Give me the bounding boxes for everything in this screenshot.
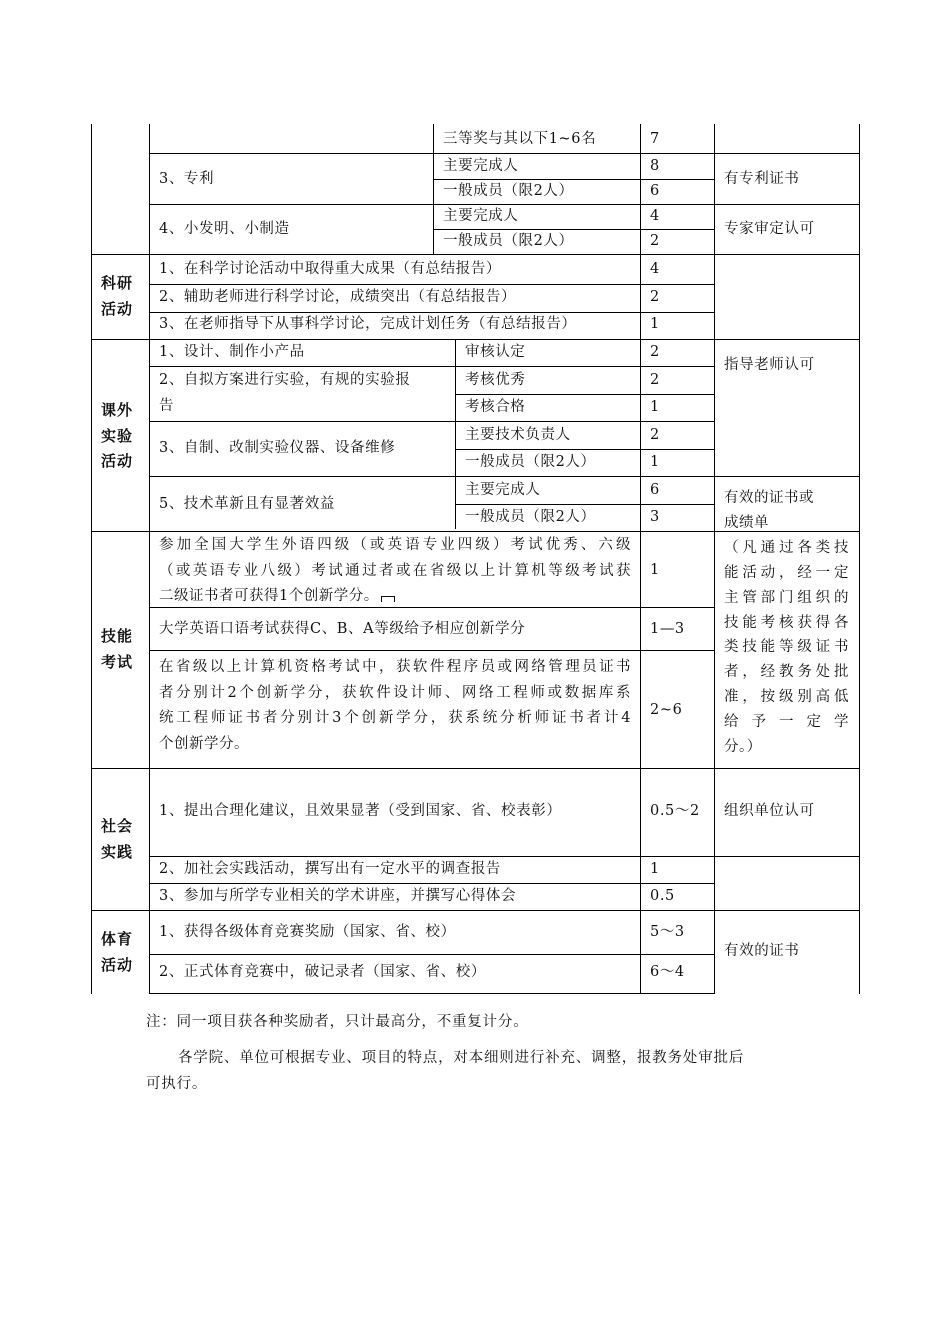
experiment-score-5b: 3 <box>650 509 660 525</box>
sports-score-1: 5～3 <box>650 924 685 940</box>
experiment-item-3: 3、自制、改制实验仪器、设备维修 <box>159 440 396 456</box>
skills-basis-line10: 给 予 一 定 学 <box>724 714 849 731</box>
invention-member: 一般成员（限2人） <box>443 233 574 249</box>
sports-basis: 有效的证书 <box>724 943 800 959</box>
research-score-3: 1 <box>650 316 660 332</box>
patent-main: 主要完成人 <box>443 158 519 174</box>
skills-row-3-line4: 个创新学分。 <box>159 735 249 752</box>
award3-score: 7 <box>650 131 660 147</box>
skills-score-1: 1 <box>650 562 660 578</box>
social-basis-1: 组织单位认可 <box>724 803 815 819</box>
skills-basis-line3: （凡通过各类技 <box>724 539 849 556</box>
sports-category-line1: 体育 <box>101 930 134 948</box>
skills-row-1 <box>159 533 631 610</box>
patent-main-score: 8 <box>650 158 660 174</box>
invention-item: 4、小发明、小制造 <box>159 221 290 237</box>
experiment-category-line1: 课外 <box>101 401 134 419</box>
experiment-score-5a: 6 <box>650 482 660 498</box>
insert-mark-icon <box>381 596 395 602</box>
skills-row-2: 大学英语口语考试获得C、B、A等级给予相应创新学分 <box>159 621 526 637</box>
experiment-score-2a: 2 <box>650 372 660 388</box>
experiment-crit-1: 审核认定 <box>465 344 526 360</box>
experiment-item-5: 5、技术革新且有显著效益 <box>159 496 335 512</box>
skills-category-line1: 技能 <box>101 627 134 645</box>
skills-row-3-line1: 在省级以上计算机资格考试中，获软件程序员或网络管理员证书 <box>159 659 631 675</box>
sports-row-1: 1、获得各级体育竞赛奖励（国家、省、校） <box>159 924 456 940</box>
experiment-score-1: 2 <box>650 344 660 360</box>
social-row-1: 1、提出合理化建议，且效果显著（受到国家、省、校表彰） <box>159 803 562 819</box>
research-score-1: 4 <box>650 261 660 277</box>
research-category-line1: 科研 <box>101 274 134 292</box>
closing-paragraph-line2: 可执行。 <box>146 1076 208 1092</box>
experiment-item-1: 1、设计、制作小产品 <box>159 344 305 360</box>
sports-category-line2: 活动 <box>101 956 134 974</box>
skills-basis-line2: 成绩单 <box>724 514 769 531</box>
skills-basis-line8: 者，经教务处批 <box>724 664 849 681</box>
sports-score-2: 6～4 <box>650 964 685 980</box>
skills-basis-line11: 分。） <box>724 739 762 756</box>
social-score-2: 1 <box>650 861 660 877</box>
skills-category-line2: 考试 <box>101 653 134 671</box>
experiment-item-2-line1: 2、自拟方案进行实验，有规的实验报 <box>159 372 411 388</box>
skills-row-1-line3-text: 二级证书者可获得1个创新学分。 <box>159 588 379 604</box>
experiment-crit-3b: 一般成员（限2人） <box>465 454 596 470</box>
research-item-3: 3、在老师指导下从事科学讨论，完成计划任务（有总结报告） <box>159 316 577 332</box>
patent-item: 3、专利 <box>159 171 215 187</box>
invention-main: 主要完成人 <box>443 208 519 224</box>
skills-basis-line6: 技能考核获得各 <box>724 614 849 631</box>
social-score-1: 0.5～2 <box>650 803 700 819</box>
skills-row-1-line2: （或英语专业八级）考试通过者或在省级以上计算机等级考试获 <box>159 562 631 579</box>
social-score-3: 0.5 <box>650 888 675 904</box>
skills-basis-line5: 主管部门组织的 <box>724 589 849 606</box>
experiment-item-2-line2: 告 <box>159 398 175 414</box>
skills-row-3-line3: 统工程师证书者分别计3个创新学分，获系统分析师证书者计4 <box>159 710 631 726</box>
patent-basis: 有专利证书 <box>724 171 800 187</box>
skills-row-3 <box>159 655 631 757</box>
patent-member-score: 6 <box>650 183 660 199</box>
skills-basis <box>724 486 849 760</box>
skills-basis-line7: 类技能等级证书 <box>724 639 849 656</box>
skills-basis-line4: 能活动，经一定 <box>724 564 849 581</box>
invention-member-score: 2 <box>650 233 660 249</box>
research-score-2: 2 <box>650 289 660 305</box>
footnote: 注：同一项目获各种奖励者，只计最高分，不重复计分。 <box>146 1014 529 1030</box>
invention-basis: 专家审定认可 <box>724 221 815 237</box>
sports-row-2: 2、正式体育竞赛中，破记录者（国家、省、校） <box>159 964 486 980</box>
experiment-category-line2: 实验 <box>101 427 134 445</box>
research-item-1: 1、在科学讨论活动中取得重大成果（有总结报告） <box>159 261 502 277</box>
experiment-score-3b: 1 <box>650 454 660 470</box>
experiment-score-3a: 2 <box>650 427 660 443</box>
skills-row-1-line3 <box>159 584 631 610</box>
research-category-line2: 活动 <box>101 300 134 318</box>
experiment-crit-2b: 考核合格 <box>465 399 526 415</box>
invention-main-score: 4 <box>650 208 660 224</box>
closing-paragraph-line1: 各学院、单位可根据专业、项目的特点，对本细则进行补充、调整，报教务处审批后 <box>178 1050 745 1066</box>
skills-score-2: 1—3 <box>650 621 685 637</box>
social-row-3: 3、参加与所学专业相关的学术讲座，并撰写心得体会 <box>159 888 517 904</box>
experiment-crit-5b: 一般成员（限2人） <box>465 509 596 525</box>
skills-row-1-line1: 参加全国大学生外语四级（或英语专业四级）考试优秀、六级 <box>159 537 631 553</box>
social-row-2: 2、加社会实践活动，撰写出有一定水平的调查报告 <box>159 861 502 877</box>
experiment-category-line3: 活动 <box>101 452 134 470</box>
award3-criterion: 三等奖与其以下1~6名 <box>443 131 597 147</box>
research-item-2: 2、辅助老师进行科学讨论，成绩突出（有总结报告） <box>159 289 517 305</box>
experiment-crit-5a: 主要完成人 <box>465 482 541 498</box>
patent-member: 一般成员（限2人） <box>443 183 574 199</box>
skills-score-3: 2~6 <box>650 702 683 718</box>
social-category-line1: 社会 <box>101 817 134 835</box>
skills-row-3-line2: 者分别计2个创新学分，获软件设计师、网络工程师或数据库系 <box>159 684 631 701</box>
experiment-score-2b: 1 <box>650 399 660 415</box>
skills-basis-line9: 准，按级别高低 <box>724 689 849 706</box>
experiment-crit-3a: 主要技术负责人 <box>465 427 571 443</box>
experiment-basis: 指导老师认可 <box>724 357 815 373</box>
skills-basis-line1: 有效的证书或 <box>724 490 814 506</box>
experiment-crit-2a: 考核优秀 <box>465 372 526 388</box>
social-category-line2: 实践 <box>101 843 134 861</box>
